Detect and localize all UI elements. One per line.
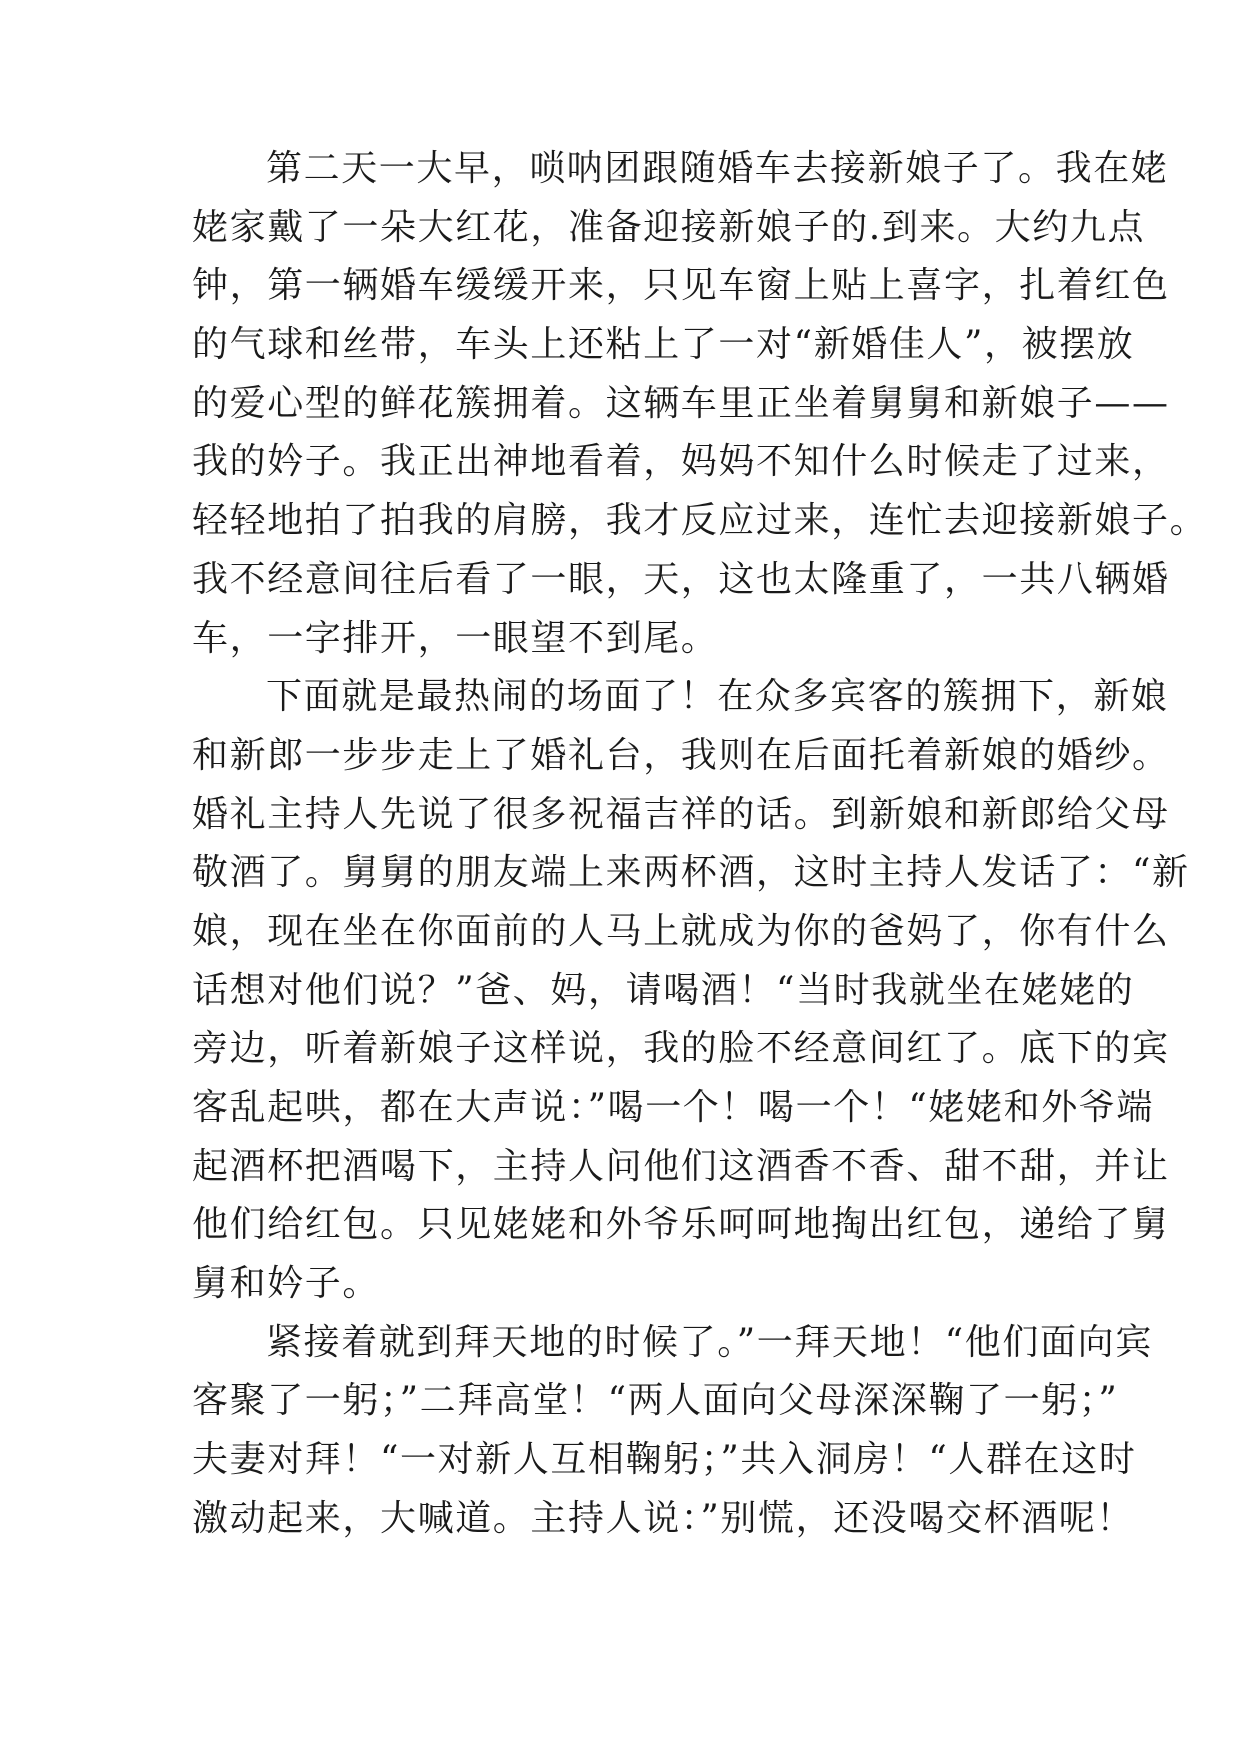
- text-line: 舅和妗子。: [192, 1263, 381, 1305]
- text-line: 车，一字排开，一眼望不到尾。: [192, 617, 719, 659]
- text-line: 轻轻地拍了拍我的肩膀，我才反应过来，连忙去迎接新娘子。: [192, 500, 1208, 542]
- text-line: 他们给红包。只见姥姥和外爷乐呵呵地掏出红包，递给了舅: [192, 1204, 1170, 1246]
- text-line: 夫妻对拜！“一对新人互相鞠躬；”共入洞房！“人群在这时: [192, 1439, 1137, 1481]
- text-line: 下面就是最热闹的场面了！在众多宾客的簇拥下，新娘: [266, 676, 1169, 718]
- text-line: 激动起来，大喊道。主持人说：”别慌，还没喝交杯酒呢！: [192, 1497, 1135, 1539]
- text-line: 我不经意间往后看了一眼，天，这也太隆重了，一共八辆婚: [192, 558, 1170, 600]
- text-line: 姥家戴了一朵大红花，准备迎接新娘子的.到来。大约九点: [192, 206, 1146, 248]
- text-line: 钟，第一辆婚车缓缓开来，只见车窗上贴上喜字，扎着红色: [192, 265, 1170, 307]
- text-line: 的气球和丝带，车头上还粘上了一对“新婚佳人”，被摆放: [192, 324, 1135, 366]
- article-body: [192, 140, 1208, 1549]
- text-line: 客聚了一躬；”二拜高堂！“两人面向父母深深鞠了一躬；”: [192, 1380, 1119, 1422]
- text-line: 我的妗子。我正出神地看着，妈妈不知什么时候走了过来，: [192, 441, 1170, 483]
- text-line: 话想对他们说？”爸、妈，请喝酒！“当时我就坐在姥姥的: [192, 969, 1135, 1011]
- text-line: 婚礼主持人先说了很多祝福吉祥的话。到新娘和新郎给父母: [192, 793, 1170, 835]
- text-line: 第二天一大早，唢呐团跟随婚车去接新娘子了。我在姥: [266, 148, 1169, 189]
- text-line: 紧接着就到拜天地的时候了。”一拜天地！“他们面向宾: [266, 1321, 1153, 1363]
- text-line: 起酒杯把酒喝下，主持人问他们这酒香不香、甜不甜，并让: [192, 1145, 1170, 1187]
- text-line: 娘，现在坐在你面前的人马上就成为你的爸妈了，你有什么: [192, 910, 1170, 952]
- text-line: 和新郎一步步走上了婚礼台，我则在后面托着新娘的婚纱。: [192, 734, 1170, 776]
- text-line: 敬酒了。舅舅的朋友端上来两杯酒，这时主持人发话了：“新: [192, 852, 1190, 894]
- text-line: 客乱起哄，都在大声说：”喝一个！喝一个！“姥姥和外爷端: [192, 1087, 1155, 1128]
- text-line: 的爱心型的鲜花簇拥着。这辆车里正坐着舅舅和新娘子——: [192, 382, 1170, 424]
- text-line: 旁边，听着新娘子这样说，我的脸不经意间红了。底下的宾: [192, 1028, 1170, 1070]
